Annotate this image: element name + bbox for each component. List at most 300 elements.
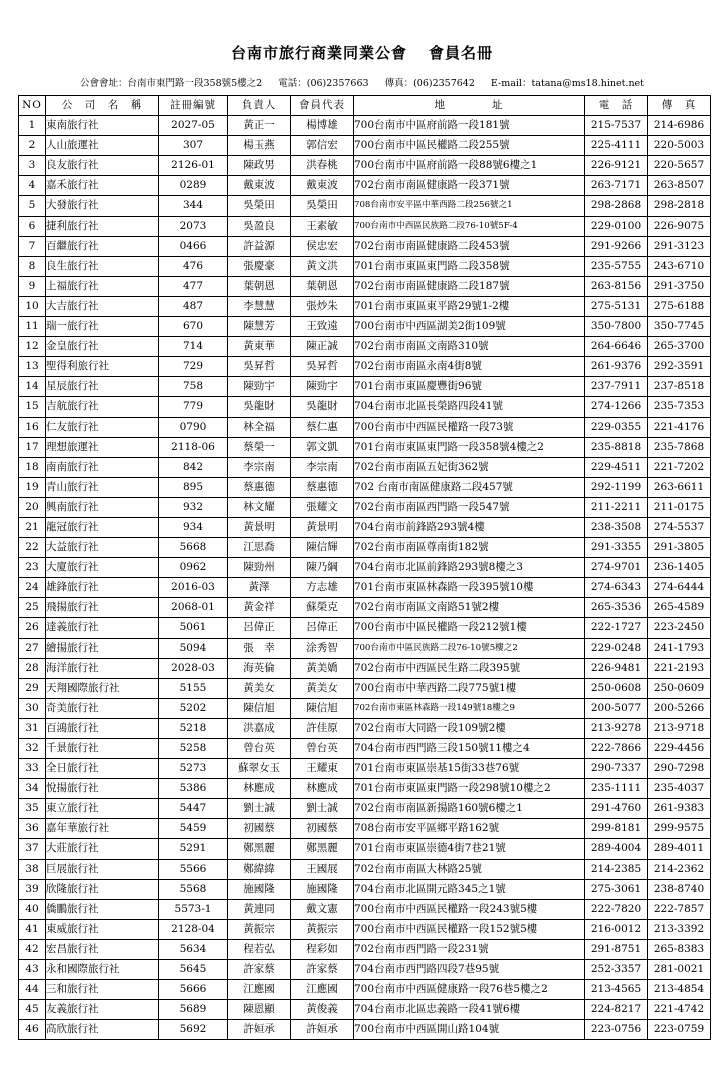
- cell-principal: 陳慧芳: [228, 317, 291, 337]
- cell-company-name: 星辰旅行社: [46, 377, 159, 397]
- cell-address: 704台南市西門路三段150號11樓之4: [354, 739, 585, 759]
- cell-address: 700台南市中西區湖美2街109號: [354, 317, 585, 337]
- cell-no: 46: [19, 1020, 46, 1040]
- cell-no: 37: [19, 839, 46, 859]
- table-row: [19, 397, 711, 417]
- cell-principal: 初國蔡: [228, 819, 291, 839]
- cell-no: 21: [19, 517, 46, 537]
- table-row: [19, 216, 711, 236]
- cell-address: 702台南市南區文南路310號: [354, 337, 585, 357]
- cell-reg-no: 2016-03: [159, 578, 228, 598]
- cell-address: 702台南市東區林森路一段149號18樓之9: [354, 698, 585, 718]
- table-row: [19, 236, 711, 256]
- cell-address: 708台南市安平區鄉平路162號: [354, 819, 585, 839]
- cell-representative: 王國展: [291, 859, 354, 879]
- cell-reg-no: 344: [159, 196, 228, 216]
- cell-principal: 林應成: [228, 779, 291, 799]
- cell-tel: 225-4111: [585, 136, 648, 156]
- cell-principal: 海英倫: [228, 658, 291, 678]
- cell-reg-no: 729: [159, 357, 228, 377]
- cell-representative: 涂秀智: [291, 638, 354, 658]
- cell-address: 700台南市中華西路二段775號1樓: [354, 678, 585, 698]
- table-row: [19, 698, 711, 718]
- cell-company-name: 百繼旅行社: [46, 236, 159, 256]
- cell-tel: 215-7537: [585, 116, 648, 136]
- table-row: [19, 296, 711, 316]
- cell-principal: 曾台英: [228, 739, 291, 759]
- table-row: [19, 517, 711, 537]
- cell-representative: 蘇榮克: [291, 598, 354, 618]
- cell-fax: 214-2362: [648, 859, 711, 879]
- cell-no: 31: [19, 718, 46, 738]
- table-header-row: [19, 96, 711, 116]
- cell-principal: 陳勁宇: [228, 377, 291, 397]
- cell-company-name: 僑鵬旅行社: [46, 899, 159, 919]
- cell-reg-no: 5155: [159, 678, 228, 698]
- cell-address: 704台南市前鋒路293號4樓: [354, 517, 585, 537]
- cell-principal: 黃東華: [228, 337, 291, 357]
- table-row: [19, 357, 711, 377]
- cell-fax: 350-7745: [648, 317, 711, 337]
- cell-address: 702台南市南區西門路一段547號: [354, 497, 585, 517]
- table-row: [19, 919, 711, 939]
- cell-tel: 265-3536: [585, 598, 648, 618]
- cell-reg-no: 476: [159, 256, 228, 276]
- table-row: [19, 276, 711, 296]
- cell-representative: 蔡仁惠: [291, 417, 354, 437]
- cell-fax: 261-9383: [648, 799, 711, 819]
- cell-address: 704台南市北區忠義路一段41號6樓: [354, 1000, 585, 1020]
- cell-representative: 戴東波: [291, 176, 354, 196]
- cell-company-name: 金皇旅行社: [46, 337, 159, 357]
- cell-reg-no: 5692: [159, 1020, 228, 1040]
- cell-reg-no: 895: [159, 477, 228, 497]
- cell-principal: 陳政男: [228, 156, 291, 176]
- cell-address: 700台南市中西區民權路一段73號: [354, 417, 585, 437]
- cell-no: 36: [19, 819, 46, 839]
- cell-principal: 吳盈良: [228, 216, 291, 236]
- cell-fax: 291-3750: [648, 276, 711, 296]
- cell-representative: 林應成: [291, 779, 354, 799]
- table-row: [19, 899, 711, 919]
- cell-fax: 211-0175: [648, 497, 711, 517]
- cell-fax: 235-4037: [648, 779, 711, 799]
- cell-principal: 鄭黑麗: [228, 839, 291, 859]
- cell-company-name: 良友旅行社: [46, 156, 159, 176]
- cell-principal: 許姮承: [228, 1020, 291, 1040]
- cell-representative: 程彩如: [291, 939, 354, 959]
- cell-fax: 274-6444: [648, 578, 711, 598]
- cell-no: 13: [19, 357, 46, 377]
- cell-no: 27: [19, 638, 46, 658]
- cell-company-name: 龍冠旅行社: [46, 517, 159, 537]
- cell-tel: 291-9266: [585, 236, 648, 256]
- cell-address: 702台南市南區健康路二段453號: [354, 236, 585, 256]
- cell-principal: 蔡惠德: [228, 477, 291, 497]
- cell-no: 19: [19, 477, 46, 497]
- cell-tel: 223-0756: [585, 1020, 648, 1040]
- cell-company-name: 聖得利旅行社: [46, 357, 159, 377]
- cell-no: 41: [19, 919, 46, 939]
- cell-principal: 陳恩顯: [228, 1000, 291, 1020]
- cell-principal: 許家蔡: [228, 960, 291, 980]
- cell-address: 704台南市北區開元路345之1號: [354, 879, 585, 899]
- cell-fax: 235-7868: [648, 437, 711, 457]
- cell-representative: 黃俊義: [291, 1000, 354, 1020]
- cell-tel: 216-0012: [585, 919, 648, 939]
- cell-address: 701台南市東區慶豐街96號: [354, 377, 585, 397]
- cell-company-name: 東威旅行社: [46, 919, 159, 939]
- cell-company-name: 友義旅行社: [46, 1000, 159, 1020]
- cell-tel: 229-4511: [585, 457, 648, 477]
- cell-company-name: 大吉旅行社: [46, 296, 159, 316]
- cell-principal: 鄭緯緯: [228, 859, 291, 879]
- table-row: [19, 839, 711, 859]
- cell-reg-no: 2126-01: [159, 156, 228, 176]
- table-row: [19, 377, 711, 397]
- cell-principal: 黃澤: [228, 578, 291, 598]
- cell-company-name: 飛揚旅行社: [46, 598, 159, 618]
- cell-no: 44: [19, 980, 46, 1000]
- cell-company-name: 欣隆旅行社: [46, 879, 159, 899]
- table-row: [19, 960, 711, 980]
- cell-fax: 213-9718: [648, 718, 711, 738]
- cell-tel: 299-8181: [585, 819, 648, 839]
- cell-fax: 220-5657: [648, 156, 711, 176]
- cell-no: 42: [19, 939, 46, 959]
- cell-tel: 292-1199: [585, 477, 648, 497]
- cell-company-name: 悅揚旅行社: [46, 779, 159, 799]
- cell-principal: 楊玉燕: [228, 136, 291, 156]
- cell-no: 33: [19, 759, 46, 779]
- cell-company-name: 東立旅行社: [46, 799, 159, 819]
- cell-reg-no: 0962: [159, 558, 228, 578]
- cell-reg-no: 5447: [159, 799, 228, 819]
- cell-tel: 235-1111: [585, 779, 648, 799]
- cell-no: 1: [19, 116, 46, 136]
- cell-company-name: 東南旅行社: [46, 116, 159, 136]
- table-row: [19, 598, 711, 618]
- cell-no: 20: [19, 497, 46, 517]
- cell-no: 35: [19, 799, 46, 819]
- cell-principal: 吳昇哲: [228, 357, 291, 377]
- table-row: [19, 939, 711, 959]
- cell-no: 8: [19, 256, 46, 276]
- cell-representative: 陳信旭: [291, 698, 354, 718]
- cell-address: 701台南市東區東門路一段358號4樓之2: [354, 437, 585, 457]
- header-tel: 電 話: [585, 96, 648, 116]
- cell-reg-no: 5202: [159, 698, 228, 718]
- cell-reg-no: 5568: [159, 879, 228, 899]
- cell-fax: 265-8383: [648, 939, 711, 959]
- cell-company-name: 千景旅行社: [46, 739, 159, 759]
- cell-no: 32: [19, 739, 46, 759]
- cell-no: 7: [19, 236, 46, 256]
- cell-fax: 237-8518: [648, 377, 711, 397]
- cell-representative: 葉朝恩: [291, 276, 354, 296]
- cell-tel: 222-7866: [585, 739, 648, 759]
- cell-fax: 281-0021: [648, 960, 711, 980]
- cell-company-name: 嘉禾旅行社: [46, 176, 159, 196]
- cell-address: 700台南市中區府前路一段181號: [354, 116, 585, 136]
- tel-value: (06)2357663: [306, 78, 369, 89]
- cell-principal: 吳榮田: [228, 196, 291, 216]
- cell-principal: 洪嘉成: [228, 718, 291, 738]
- cell-principal: 戴東波: [228, 176, 291, 196]
- cell-address: 701台南市東區東門路一段298號10樓之2: [354, 779, 585, 799]
- cell-fax: 213-4854: [648, 980, 711, 1000]
- cell-fax: 292-3591: [648, 357, 711, 377]
- table-row: [19, 437, 711, 457]
- cell-representative: 戴文憲: [291, 899, 354, 919]
- cell-tel: 224-8217: [585, 1000, 648, 1020]
- table-row: [19, 1020, 711, 1040]
- cell-tel: 211-2211: [585, 497, 648, 517]
- cell-principal: 林文耀: [228, 497, 291, 517]
- cell-reg-no: 2128-04: [159, 919, 228, 939]
- table-row: [19, 256, 711, 276]
- cell-reg-no: 5273: [159, 759, 228, 779]
- cell-tel: 263-8156: [585, 276, 648, 296]
- cell-fax: 238-8740: [648, 879, 711, 899]
- cell-representative: 曾台英: [291, 739, 354, 759]
- cell-representative: 方志雄: [291, 578, 354, 598]
- cell-reg-no: 5094: [159, 638, 228, 658]
- table-row: [19, 558, 711, 578]
- cell-principal: 許益源: [228, 236, 291, 256]
- cell-no: 29: [19, 678, 46, 698]
- cell-address: 702台南市南區健康路二段187號: [354, 276, 585, 296]
- cell-principal: 陳信旭: [228, 698, 291, 718]
- table-row: [19, 457, 711, 477]
- cell-address: 702台南市南區五妃街362號: [354, 457, 585, 477]
- header-reg-no: 註冊編號: [159, 96, 228, 116]
- table-row: [19, 618, 711, 638]
- table-row: [19, 759, 711, 779]
- cell-representative: 黃景明: [291, 517, 354, 537]
- cell-reg-no: 307: [159, 136, 228, 156]
- cell-tel: 274-9701: [585, 558, 648, 578]
- cell-representative: 陳勁宇: [291, 377, 354, 397]
- cell-principal: 江思喬: [228, 538, 291, 558]
- cell-fax: 290-7298: [648, 759, 711, 779]
- cell-tel: 229-0355: [585, 417, 648, 437]
- cell-company-name: 雄鋒旅行社: [46, 578, 159, 598]
- cell-tel: 237-7911: [585, 377, 648, 397]
- cell-reg-no: 5061: [159, 618, 228, 638]
- header-representative: 會員代表: [291, 96, 354, 116]
- cell-fax: 223-0759: [648, 1020, 711, 1040]
- cell-company-name: 大廈旅行社: [46, 558, 159, 578]
- cell-reg-no: 670: [159, 317, 228, 337]
- cell-fax: 299-9575: [648, 819, 711, 839]
- cell-company-name: 興南旅行社: [46, 497, 159, 517]
- cell-tel: 226-9121: [585, 156, 648, 176]
- cell-tel: 200-5077: [585, 698, 648, 718]
- cell-tel: 291-8751: [585, 939, 648, 959]
- cell-fax: 214-6986: [648, 116, 711, 136]
- cell-tel: 298-2868: [585, 196, 648, 216]
- cell-representative: 蔡惠德: [291, 477, 354, 497]
- cell-address: 702台南市南區新揚路160號6樓之1: [354, 799, 585, 819]
- cell-fax: 274-5537: [648, 517, 711, 537]
- cell-representative: 洪春桃: [291, 156, 354, 176]
- cell-principal: 呂偉正: [228, 618, 291, 638]
- cell-tel: 229-0100: [585, 216, 648, 236]
- cell-principal: 蔡榮一: [228, 437, 291, 457]
- table-row: [19, 718, 711, 738]
- cell-no: 18: [19, 457, 46, 477]
- cell-representative: 陳乃綱: [291, 558, 354, 578]
- cell-representative: 許佳原: [291, 718, 354, 738]
- cell-representative: 郭文凱: [291, 437, 354, 457]
- cell-representative: 侯忠宏: [291, 236, 354, 256]
- cell-no: 4: [19, 176, 46, 196]
- cell-company-name: 三和旅行社: [46, 980, 159, 1000]
- cell-no: 16: [19, 417, 46, 437]
- cell-address: 702台南市西門路一段231號: [354, 939, 585, 959]
- cell-reg-no: 5258: [159, 739, 228, 759]
- cell-tel: 275-3061: [585, 879, 648, 899]
- cell-fax: 243-6710: [648, 256, 711, 276]
- cell-tel: 252-3357: [585, 960, 648, 980]
- header-no: NO: [19, 96, 46, 116]
- cell-address: 702台南市南區永南4街8號: [354, 357, 585, 377]
- cell-tel: 291-4760: [585, 799, 648, 819]
- cell-tel: 263-7171: [585, 176, 648, 196]
- cell-fax: 265-3700: [648, 337, 711, 357]
- cell-fax: 221-7202: [648, 457, 711, 477]
- cell-reg-no: 5645: [159, 960, 228, 980]
- cell-fax: 236-1405: [648, 558, 711, 578]
- cell-principal: 李慧慧: [228, 296, 291, 316]
- cell-tel: 291-3355: [585, 538, 648, 558]
- cell-reg-no: 5291: [159, 839, 228, 859]
- cell-company-name: 宏昌旅行社: [46, 939, 159, 959]
- cell-fax: 229-4456: [648, 739, 711, 759]
- cell-representative: 黃美女: [291, 678, 354, 698]
- cell-no: 26: [19, 618, 46, 638]
- cell-company-name: 全日旅行社: [46, 759, 159, 779]
- cell-no: 2: [19, 136, 46, 156]
- cell-address: 708台南市安平區中華西路二段256號之1: [354, 196, 585, 216]
- cell-no: 45: [19, 1000, 46, 1020]
- cell-principal: 黃連同: [228, 899, 291, 919]
- cell-company-name: 瑞一旅行社: [46, 317, 159, 337]
- table-body: [19, 116, 711, 1040]
- cell-no: 39: [19, 879, 46, 899]
- cell-tel: 235-8818: [585, 437, 648, 457]
- table-row: [19, 739, 711, 759]
- cell-tel: 350-7800: [585, 317, 648, 337]
- cell-reg-no: 5386: [159, 779, 228, 799]
- cell-fax: 263-6611: [648, 477, 711, 497]
- cell-no: 5: [19, 196, 46, 216]
- title-sub: 會員名冊: [429, 44, 494, 62]
- cell-fax: 291-3805: [648, 538, 711, 558]
- cell-no: 3: [19, 156, 46, 176]
- table-row: [19, 417, 711, 437]
- cell-no: 25: [19, 598, 46, 618]
- cell-company-name: 大益旅行社: [46, 538, 159, 558]
- cell-company-name: 大發旅行社: [46, 196, 159, 216]
- cell-tel: 274-1266: [585, 397, 648, 417]
- fax-label: 傳真：: [384, 78, 414, 89]
- cell-company-name: 捷利旅行社: [46, 216, 159, 236]
- cell-representative: 吳昇哲: [291, 357, 354, 377]
- cell-representative: 江應國: [291, 980, 354, 1000]
- cell-address: 700台南市中西區健康路一段76巷5樓之2: [354, 980, 585, 1000]
- cell-address: 704台南市北區前鋒路293號8樓之3: [354, 558, 585, 578]
- cell-company-name: 仁友旅行社: [46, 417, 159, 437]
- cell-reg-no: 2027-05: [159, 116, 228, 136]
- cell-tel: 229-0248: [585, 638, 648, 658]
- cell-representative: 黃美嬌: [291, 658, 354, 678]
- cell-reg-no: 5459: [159, 819, 228, 839]
- cell-address: 700台南市中西區民權路一段243號5樓: [354, 899, 585, 919]
- cell-address: 700台南市中西區民權路一段152號5樓: [354, 919, 585, 939]
- cell-address: 702台南市中西區民生路二段395號: [354, 658, 585, 678]
- cell-no: 17: [19, 437, 46, 457]
- cell-fax: 235-7353: [648, 397, 711, 417]
- cell-address: 702台南市南區健康路一段371號: [354, 176, 585, 196]
- cell-company-name: 吉航旅行社: [46, 397, 159, 417]
- cell-tel: 222-7820: [585, 899, 648, 919]
- table-row: [19, 156, 711, 176]
- cell-no: 22: [19, 538, 46, 558]
- cell-tel: 213-4565: [585, 980, 648, 1000]
- cell-principal: 黃正一: [228, 116, 291, 136]
- cell-no: 10: [19, 296, 46, 316]
- cell-fax: 221-4176: [648, 417, 711, 437]
- cell-fax: 221-2193: [648, 658, 711, 678]
- cell-principal: 吳龍財: [228, 397, 291, 417]
- cell-tel: 222-1727: [585, 618, 648, 638]
- cell-company-name: 人山旅運社: [46, 136, 159, 156]
- fax-value: (06)2357642: [413, 78, 475, 89]
- cell-company-name: 巨展旅行社: [46, 859, 159, 879]
- cell-representative: 郭信宏: [291, 136, 354, 156]
- address-label: 公會會址：: [79, 78, 128, 89]
- cell-no: 28: [19, 658, 46, 678]
- cell-fax: 275-6188: [648, 296, 711, 316]
- cell-company-name: 百鴻旅行社: [46, 718, 159, 738]
- cell-company-name: 永和國際旅行社: [46, 960, 159, 980]
- cell-reg-no: 5566: [159, 859, 228, 879]
- cell-reg-no: 0466: [159, 236, 228, 256]
- cell-address: 700台南市中區民族路二段76-10號5樓之2: [354, 638, 585, 658]
- cell-no: 34: [19, 779, 46, 799]
- cell-representative: 吳榮田: [291, 196, 354, 216]
- cell-reg-no: 2118-06: [159, 437, 228, 457]
- address-value: 台南市東門路一段358號5樓之2: [127, 78, 263, 89]
- cell-fax: 222-7857: [648, 899, 711, 919]
- cell-representative: 張耀文: [291, 497, 354, 517]
- cell-representative: 吳龍財: [291, 397, 354, 417]
- cell-principal: 程若弘: [228, 939, 291, 959]
- cell-address: 702台南市大同路一段109號2樓: [354, 718, 585, 738]
- cell-representative: 黃振宗: [291, 919, 354, 939]
- cell-company-name: 高欣旅行社: [46, 1020, 159, 1040]
- cell-tel: 214-2385: [585, 859, 648, 879]
- cell-address: 701台南市東區東平路29號1-2樓: [354, 296, 585, 316]
- email-label: E-mail：: [490, 78, 532, 89]
- cell-no: 23: [19, 558, 46, 578]
- cell-address: 700台南市中區府前路一段88號6樓之1: [354, 156, 585, 176]
- cell-no: 14: [19, 377, 46, 397]
- cell-company-name: 上福旅行社: [46, 276, 159, 296]
- cell-principal: 陳勁州: [228, 558, 291, 578]
